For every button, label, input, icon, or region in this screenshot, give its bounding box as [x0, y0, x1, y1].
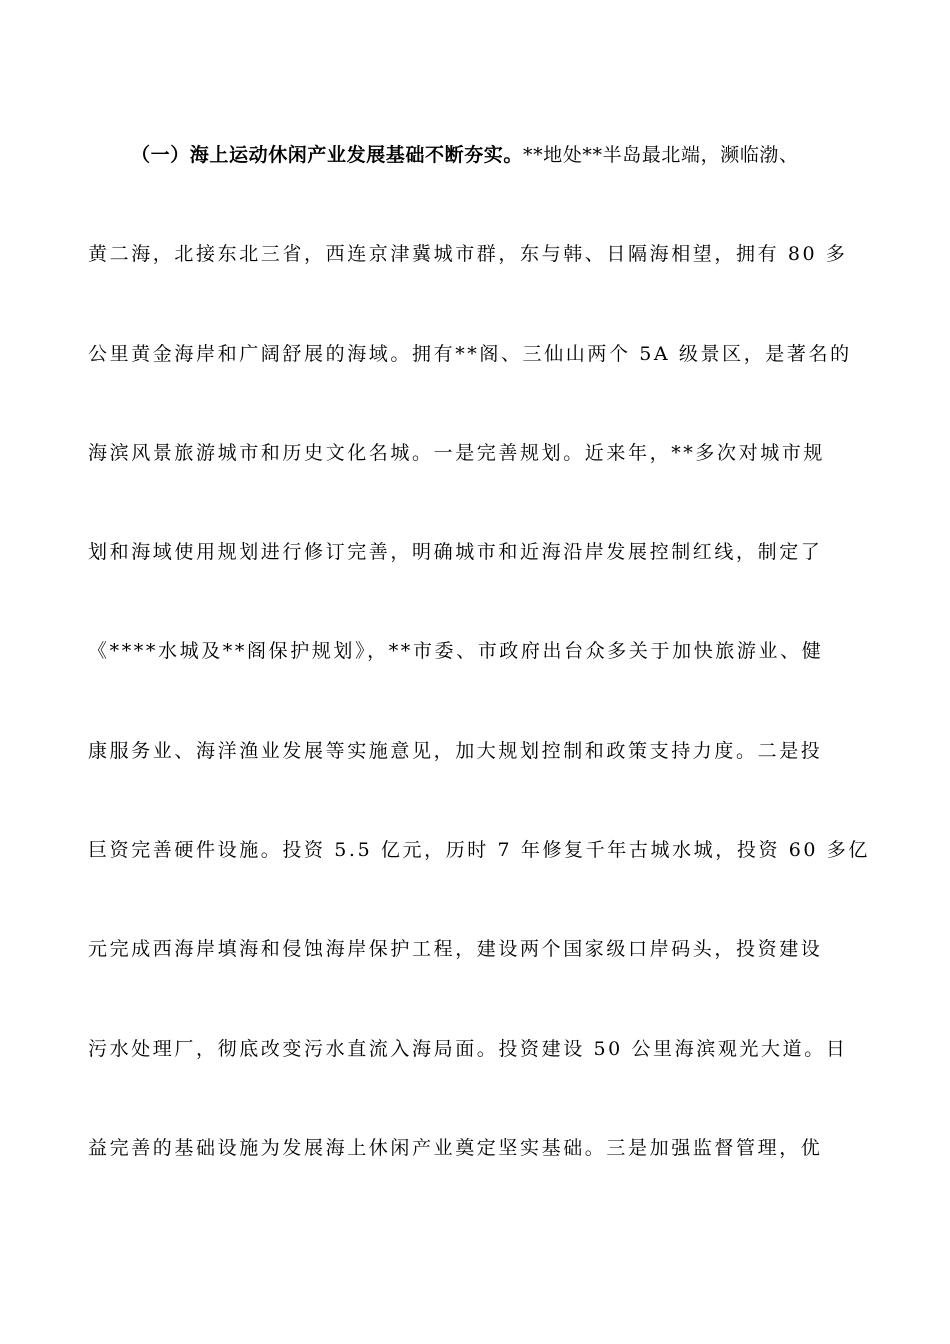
paragraph-line-1-text: **地处**半岛最北端，濒临渤、: [523, 144, 799, 166]
paragraph-line-3: 公里黄金海岸和广阔舒展的海域。拥有**阁、三仙山两个 5A 级景区，是著名的: [88, 343, 852, 365]
paragraph-line-9: 元完成西海岸填海和侵蚀海岸保护工程，建设两个国家级口岸码头，投资建设: [88, 938, 823, 960]
paragraph-line-7: 康服务业、海洋渔业发展等实施意见，加大规划控制和政策支持力度。二是投: [88, 740, 823, 762]
paragraph-line-5: 划和海域使用规划进行修订完善，明确城市和近海沿岸发展控制红线，制定了: [88, 541, 823, 563]
paragraph-line-1: [131, 141, 891, 169]
paragraph-line-11: 益完善的基础设施为发展海上休闲产业奠定坚实基础。三是加强监督管理，优: [88, 1137, 823, 1159]
paragraph-line-2: 黄二海，北接东北三省，西连京津冀城市群，东与韩、日隔海相望，拥有 80 多: [88, 243, 848, 265]
section-heading: （一）海上运动休闲产业发展基础不断夯实。: [131, 144, 524, 166]
paragraph-line-10: 污水处理厂，彻底改变污水直流入海局面。投资建设 50 公里海滨观光大道。日: [88, 1038, 848, 1060]
paragraph-line-4: 海滨风景旅游城市和历史文化名城。一是完善规划。近来年，**多次对城市规: [88, 442, 826, 464]
paragraph-line-8: 巨资完善硬件设施。投资 5.5 亿元，历时 7 年修复千年古城水城，投资 60 多亿: [88, 839, 870, 861]
paragraph-line-6: 《****水城及**阁保护规划》，**市委、市政府出台众多关于加快旅游业、健: [88, 640, 824, 662]
